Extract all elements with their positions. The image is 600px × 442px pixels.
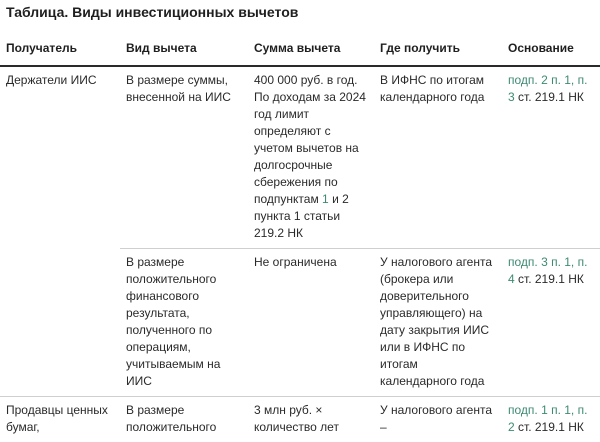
- basis-link[interactable]: подп. 1 п. 1, п. 2: [508, 403, 587, 434]
- cell-amount: 3 млн руб. × количество лет: [248, 397, 374, 442]
- basis-text: ст. 219.1 НК: [515, 272, 584, 286]
- cell-deduction-type: В размере суммы, внесенной на ИИС: [120, 66, 248, 249]
- cell-amount: [248, 66, 374, 249]
- basis-text: ст. 219.1 НК: [515, 90, 584, 104]
- cell-basis: [502, 397, 600, 442]
- cell-basis: [502, 66, 600, 249]
- table-row: [0, 66, 600, 249]
- header-basis: Основание: [502, 36, 600, 66]
- amount-text-tail: и 2 пункта 1 статьи 219.2 НК: [254, 192, 349, 240]
- basis-link[interactable]: подп. 3 п. 1, п. 4: [508, 255, 587, 286]
- header-row: [0, 36, 600, 66]
- amount-link[interactable]: 1: [322, 192, 329, 206]
- deductions-table: [0, 36, 600, 442]
- cell-recipient: Продавцы ценных бумаг,: [0, 397, 120, 442]
- basis-link[interactable]: подп. 2 п. 1, п. 3: [508, 73, 587, 104]
- cell-where: В ИФНС по итогам календарного года: [374, 66, 502, 249]
- cell-amount: Не ограничена: [248, 249, 374, 397]
- header-recipient: Получатель: [0, 36, 120, 66]
- amount-text: 400 000 руб. в год. По доходам за 2024 год лимит определяют с учетом вычетов на долгосрочные сбережения по подпунктам: [254, 73, 366, 206]
- cell-deduction-type: В размере положительного финансового результата, полученного по операциям, учитываемым на ИИС: [120, 249, 248, 397]
- header-deduction-amount: Сумма вычета: [248, 36, 374, 66]
- basis-text: ст. 219.1 НК: [515, 420, 584, 434]
- header-where-to-get: Где получить: [374, 36, 502, 66]
- cell-basis: [502, 249, 600, 397]
- table-row: [0, 397, 600, 442]
- table-title: Таблица. Виды инвестиционных вычетов: [6, 2, 298, 22]
- cell-where: У налогового агента –: [374, 397, 502, 442]
- cell-where: У налогового агента (брокера или доверительного управляющего) на дату закрытия ИИС или в ИФНС по итогам календарного года: [374, 249, 502, 397]
- cell-deduction-type: В размере положительного: [120, 397, 248, 442]
- cell-recipient: Держатели ИИС: [0, 66, 120, 397]
- header-deduction-type: Вид вычета: [120, 36, 248, 66]
